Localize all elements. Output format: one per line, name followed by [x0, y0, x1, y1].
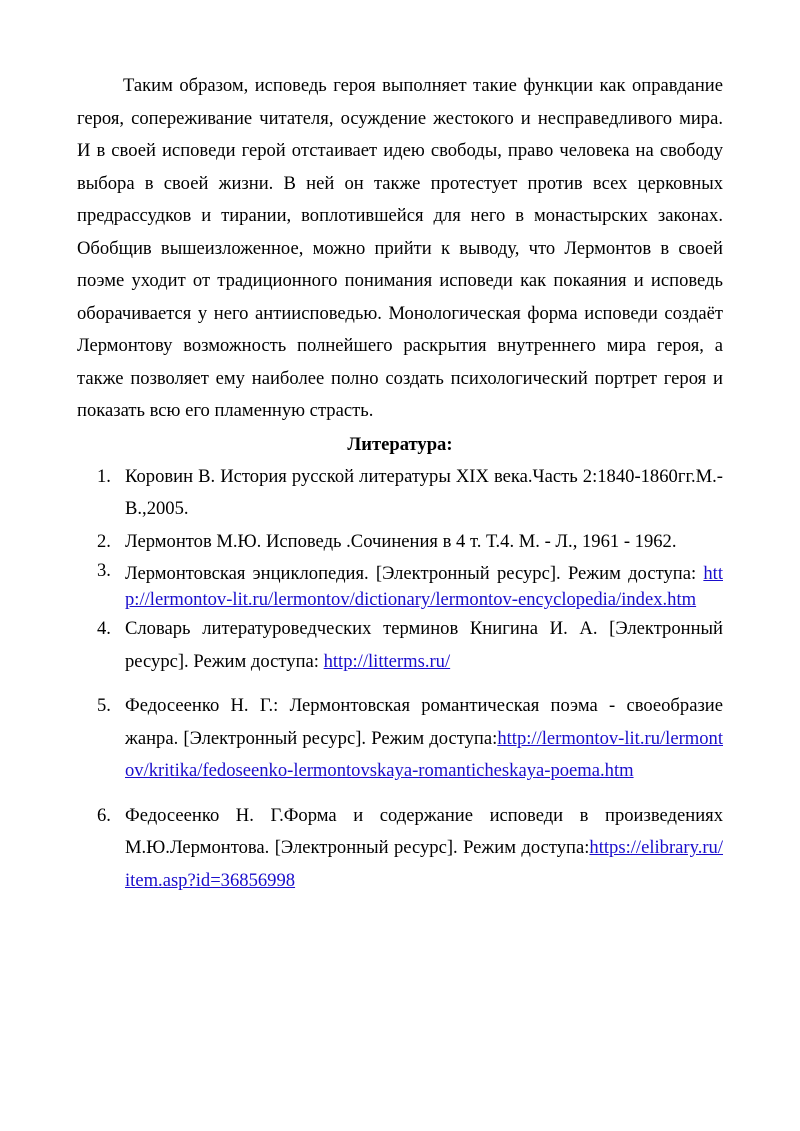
- reference-number: 3.: [97, 560, 111, 581]
- references-heading: Литература:: [347, 433, 453, 455]
- reference-number: 6.: [97, 804, 111, 826]
- reference-link[interactable]: http://litterms.ru/: [323, 650, 451, 672]
- reference-item-3: [77, 558, 723, 613]
- reference-text: Федосеенко Н. Г.Форма и содержание исповеди в произведениях М.Ю.Лермонтова. [Электронный ресурс]. Режим доступа:: [125, 804, 723, 858]
- reference-link[interactable]: https://elibrary.ru/item.asp?id=36856998: [125, 837, 723, 891]
- reference-text: Лермонтов М.Ю. Исповедь .Сочинения в 4 т. Т.4. М. - Л., 1961 - 1962.: [125, 530, 677, 552]
- reference-link[interactable]: http://lermontov-lit.ru/lermontov/kritika/fedoseenko-lermontovskaya-romanticheskaya-poema.htm: [125, 727, 723, 781]
- reference-number: 4.: [97, 618, 111, 639]
- reference-text: Коровин В. История русской литературы XIX века.Часть 2:1840-1860гг.М.-В.,2005.: [125, 465, 723, 519]
- document-page: [77, 70, 723, 897]
- reference-link[interactable]: http://lermontov-lit.ru/lermontov/dictionary/lermontov-encyclopedia/index.htm: [125, 563, 723, 610]
- reference-text: Федосеенко Н. Г.: Лермонтовская романтическая поэма - своеобразие жанра. [Электронный ресурс]. Режим доступа:: [125, 695, 723, 749]
- conclusion-paragraph: Таким образом, исповедь героя выполняет такие функции как оправдание героя, сопереживание читателя, осуждение жестокого и несправедливого мира. И в своей исповеди герой отстаивает идею свободы, право человека на свободу выбора в своей жизни. В ней он также протестует против всех церковных предрассудков и тирании, воплотившейся для него в монастырских законах. Обобщив вышеизложенное, можно прийти к выводу, что Лермонтов в своей поэме уходит от традиционного понимания исповеди как покаяния и исповедь оборачивается у него антиисповедью. Монологическая форма исповеди создаёт Лермонтову возможность полнейшего раскрытия внутреннего мира героя, а также позволяет ему наиболее полно создать психологический портрет героя и показать всю его пламенную страсть.: [77, 75, 723, 421]
- reference-item-5: [77, 690, 723, 788]
- reference-number: 1.: [97, 465, 111, 487]
- reference-item-1: [77, 461, 723, 526]
- reference-text: Словарь литературоведческих терминов Книгина И. А. [Электронный ресурс]. Режим доступа:: [125, 618, 723, 672]
- references-list: [77, 461, 723, 898]
- reference-item-6: [77, 800, 723, 898]
- reference-item-2: [77, 526, 723, 559]
- reference-item-4: [77, 613, 723, 678]
- reference-number: 5.: [97, 695, 111, 716]
- reference-number: 2.: [97, 530, 111, 552]
- reference-text: Лермонтовская энциклопедия. [Электронный ресурс]. Режим доступа:: [125, 563, 704, 584]
